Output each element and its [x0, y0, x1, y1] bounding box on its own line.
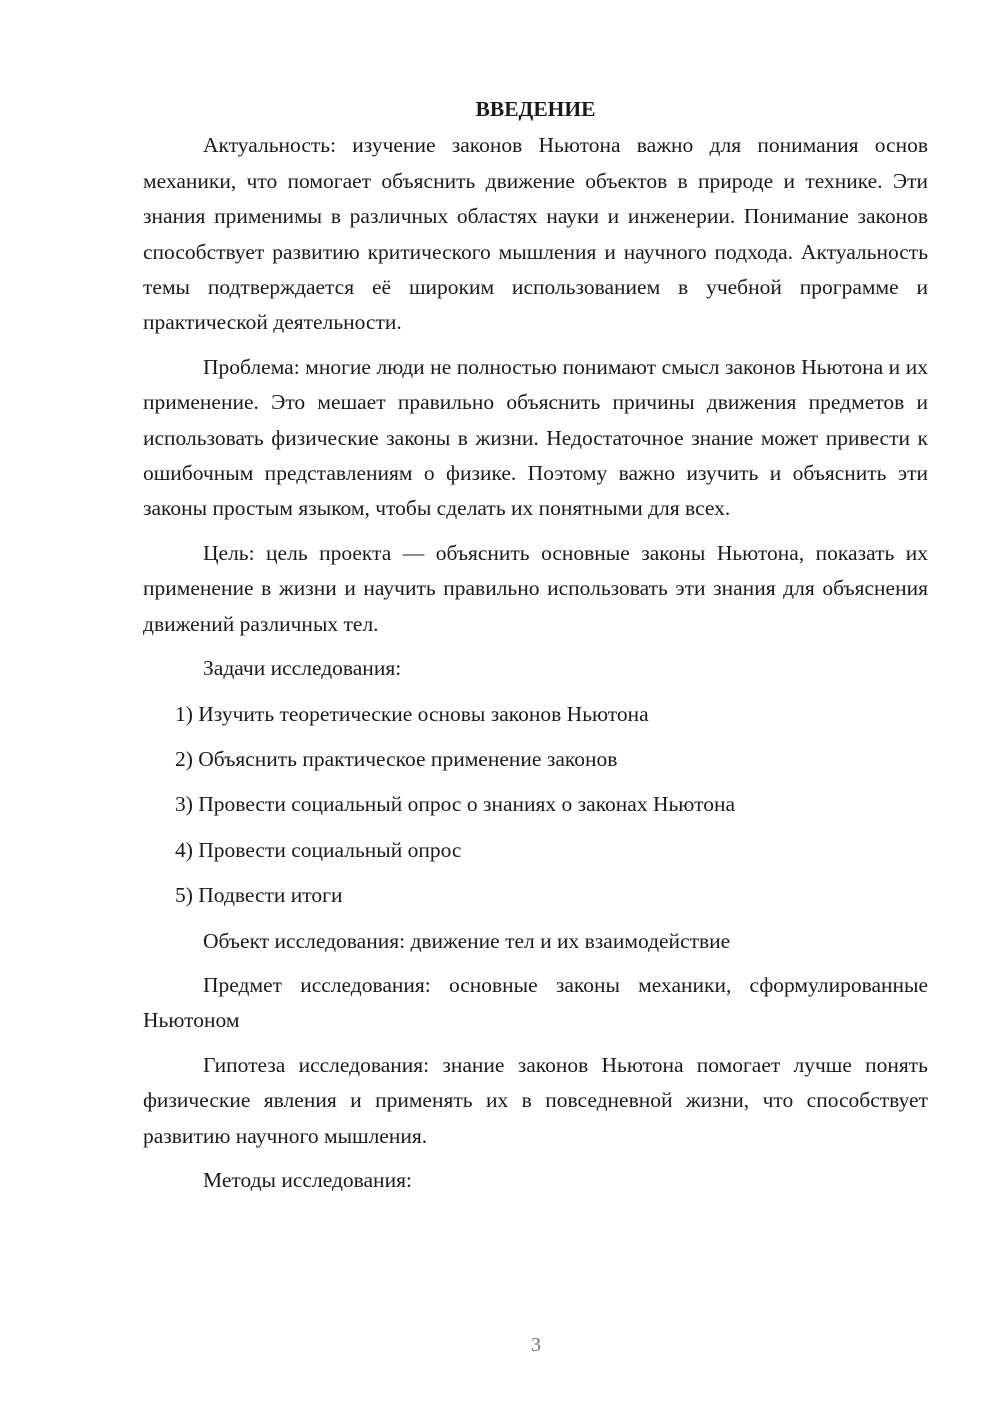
- tasks-list: [143, 697, 928, 914]
- tasks-label: Задачи исследования:: [203, 656, 402, 681]
- section-heading: ВВЕДЕНИЕ: [475, 97, 596, 121]
- task-item: 4) Провести социальный опрос: [175, 837, 462, 862]
- subject-paragraph: Предмет исследования: основные законы механики, сформулированные Ньютоном: [143, 972, 928, 1033]
- task-item: 5) Подвести итоги: [175, 883, 343, 908]
- relevance-paragraph: Актуальность: изучение законов Ньютона важно для понимания основ механики, что помогает объяснить движение объектов в природе и технике. Эти знания применимы в различных областях науки и инженерии. Понимание законов способствует развитию критического мышления и научного подхода. Актуальность темы подтверждается её широким использованием в учебной программе и практической деятельности.: [143, 133, 928, 335]
- page-content: [143, 92, 928, 1207]
- page-number: 3: [531, 1334, 541, 1356]
- task-item: 3) Провести социальный опрос о знаниях о законах Ньютона: [175, 792, 735, 817]
- problem-paragraph: Проблема: многие люди не полностью понимают смысл законов Ньютона и их применение. Это мешает правильно объяснить причины движения предметов и использовать физические законы в жизни. Недостаточное знание может привести к ошибочным представлениям о физике. Поэтому важно изучить и объяснить эти законы простым языком, чтобы сделать их понятными для всех.: [143, 354, 928, 521]
- task-item: 1) Изучить теоретические основы законов Ньютона: [175, 701, 649, 726]
- task-item: 2) Объяснить практическое применение законов: [175, 746, 618, 771]
- methods-label: Методы исследования:: [203, 1167, 412, 1192]
- goal-paragraph: Цель: цель проекта — объяснить основные законы Ньютона, показать их применение в жизни и научить правильно использовать эти знания для объяснения движений различных тел.: [143, 540, 928, 636]
- object-paragraph: Объект исследования: движение тел и их взаимодействие: [203, 928, 731, 953]
- hypothesis-paragraph: Гипотеза исследования: знание законов Ньютона помогает лучше понять физические явления и применять их в повседневной жизни, что способствует развитию научного мышления.: [143, 1052, 928, 1148]
